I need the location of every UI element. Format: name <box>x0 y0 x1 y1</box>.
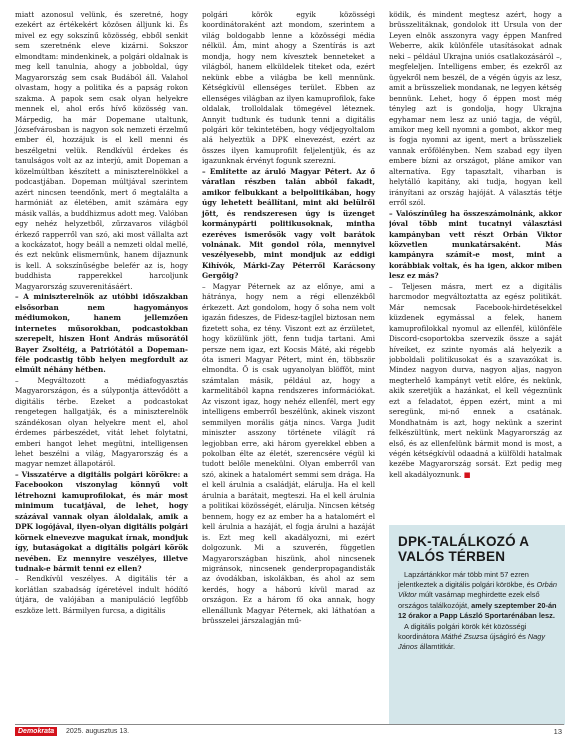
article-column-2 <box>202 10 375 627</box>
article-column-1 <box>15 10 188 616</box>
box-body <box>398 570 558 654</box>
interview-question: – A miniszterelnök az utóbbi időszakban elsősorban nem hagyományos médiumokon, hanem jellemzően internetes műsorokban, podcastokban szerepelt, hiszen Hont András műsorától Bayer Zsoltéig, a Patriótától a Dopeman-féle podcastig több helyen megfordult az elmúlt néhány hétben. <box>15 292 188 375</box>
page-number: 13 <box>553 727 562 736</box>
interview-answer: ködik, és mindent megtesz azért, hogy a brüsszelitáknak, gondolok itt Ursula von der Leyen elnök asszonyra vagy éppen Manfred Weberre, akik különféle utasításokat adnak neki – például Ukrajna uniós csatlakozásáról –, megfeleljen. Intelligens ember, és ezekről az ügyekről nem beszél, de a végén úgyis az lesz, amit a brüsszeliek mondanak, ne legyen kétség bennünk. Lehet, hogy ő éppen most még tényleg azt is gondolja, hogy Ukrajna egyhamar nem lesz az unió tagja, de végül, amikor meg kell nyomni a gombot, akkor meg is fogja nyomni az igent, mert a brüsszeliek vannak erőfölényben. Nem szabad egy ilyen embere bízni az országot, pláne amikor van alternatíva. Egy tapasztalt, viharban is helytálló kapitány, aki tudja, hogyan kell irányítani az ország hajóját. A választás tétje erről szól. <box>389 10 562 208</box>
interview-answer: – Rendkívül veszélyes. A digitális tér a korlátlan szabadság ígéretével indult hódító útjára, de valójában a manipuláció legfőbb eszköze lett. Bármilyen furcsa, a digitális <box>15 574 188 615</box>
interview-question: – Visszatérve a digitális polgári körökre: a Facebookon viszonylag könnyű volt létrehozni kamuprofilokat, és már most minimum tucatjával, de lehet, hogy százával vannak olyan áloldalak, amik a DPK logójával, ilyen-olyan digitális polgári körnek elnevezve magukat írnak, mondjuk így, butaságokat a digitális polgári körök nevében. Ez mennyire veszélyes, illetve tudnak-e bármit tenni ez ellen? <box>15 469 188 574</box>
interview-question: – Valószínűleg ha összeszámolnánk, akkor jóval több mint tucatnyi választási kampányban vett részt Orbán Viktor közvetlen munkatársaként. Más kampányra számít-e most, mint a korábbiak voltak, és ha igen, akkor miben lesz ez más? <box>389 208 562 281</box>
article-column-3 <box>389 10 562 520</box>
interview-answer: – Teljesen másra, mert ez a digitális harcmodor megváltoztatta az egész politikát. Már nemcsak Facebook-hirdetésekkel küzdenek egymással a felek, hanem kamuprofilokkal nyomul az ellenfél, különféle Discord-csoportokba szervezik össze a saját híveiket, ez szinte nyomás alá helyezik a jobboldali politikusokat és a szavazókat is. Mindez nagyon durva, nagyon aljas, nagyon megterhelő kampányt vetít előre, és nekünk, akik szeretjük a hazánkat, el kell végeznünk ezt a feladatot, éppen ezért, mint a mi seregünk, mi-nő ennek a csatának. Mondhatnám is azt, hogy nekünk a szerint felkészültünk, mert nekünk Magyarország az első, és az ellenfelünk bármit mond is most, a végén kétségkívül odaadná a külföldi hatalmak kezébe Magyarország sorsát. Ezt pedig meg kell akadályoznunk. ■ <box>389 281 562 479</box>
footer-divider <box>15 724 564 725</box>
interview-answer: – Magyar Péternek az az előnye, ami a hátránya, hogy nem a régi ellenzékből érkezett. Azt gondolom, hogy ő soha nem volt igazán fideszes, de Fidesz-tagjlel biztosan nem fizetett soha, ez tény. Viszont ezt az érzületet, hogy közülünk jött, fenn tudja tartani. Ami persze nem igaz, ezt Kocsis Máté, aki régebb óta ismeri Magyar Pétert, mint én, többször elmondta. Ő is csak ugyanolyan blöfföt, mint számtalan másik, például az, hogy a karmelitából kapna rendszeres információkat. Az viszont igaz, hogy nehéz ellenfél, mert egy intelligens emberről beszélünk, akinek viszont semmilyen morális gátja nincs. Varga Judit miniszter asszony története világít rá legjobban erre, aki három gyerekkel ebben a pokolban élte az életét, szerencsére végül ki tudott belőle menekülni. Olyan emberről van szó, akinek a hatalomért semmi sem drága. Ha el kell árulnia a családját, elárulja. Ha el kell árulnia a barátait, megteszi. Ha el kell árulnia a politikai közösségét, elárulja. Nincsen kétség bennem, hogy ez az ember ha a hatalomért el kell árulnia a hazáját, el fogja árulni a hazáját is. Ezt meg kell akadályozni, mi ezért dolgozunk. Mi a szuverén, független Magyarországban hiszünk, ahol nincsenek migránsok, nincsenek genderpropagandisták az óvodákban, iskolákban, és ahol az sem kerdés, hogy a háború kívül marad az országon. Ez a három fő oka annak, hogy ellenállunk Magyar Péternek, aki láthatóan a brüsszelei járszalagján mű- <box>202 281 375 626</box>
article-end-mark: ■ <box>461 469 471 479</box>
box-title: DPK-TALÁLKOZÓ A VALÓS TÉRBEN <box>398 534 529 564</box>
magazine-logo: Demokrata <box>15 727 57 736</box>
interview-answer: polgári körök egyik közösségi koordinátoraként azt mondom, szerintem a világ boldogabb lenne a közösségi média nélkül. Ám, mint ahogy a Szentírás is azt mondja, hogy nem kívesztek benneteket a világból, hanem elküldelek titeket oda, ezért nekünk ebbe a világba be kell mennünk. Kétségkívül ellenséges terület. Ebben az ellenséges világban az ilyen kamuprofilok, fake oldalak, trolloldalak tömegével léteznek. Annyit tudtunk és tudunk tenni a digitális polgári kör tekintetében, hogy védjegyoltalom alá helyeztük a DPK elnevezést, ezért az összes ilyen kamuprofilt feljelentjük, és az igazunknak érvényt fogunk szerezni. <box>202 10 375 166</box>
interview-answer: – Megváltozott a médiafogyasztás Magyarországon, és a súlypontja áttevődött a digitális térbe. Ezeket a podcastokat rengetegen hallgatják, és a miniszterelnök szándékosan olyan helyekre ment el, ahol érdemes párbeszédet, vitát lehet folytatni, emberi hangot lehet megütni, intelligensen lehet beszélni a világ, Magyarország és a magyar nemzet állapotáról. <box>15 375 188 469</box>
box-paragraph: Lapzártánkkor már több mint 57 ezren jelentkeztek a digitális polgári körökbe, és Orbán Viktor múlt vasárnap meghirdette ezek első országos találkozóját, amely szeptember 20-án 12 órakor a Papp László Sportarénában lesz. <box>398 570 557 620</box>
issue-date: 2025. augusztus 13. <box>66 728 130 735</box>
interview-question: – Említette az áruló Magyar Pétert. Az ő váratlan részben talán abból fakadt, amikor felbukkant a belpolitikában, hogy úgy lehetett beállítani, mint aki belülről jött, és rendszeresen úgy is üzenget kormánypárti politikusoknak, mintha ezeréves ismerősök vagy volt barátok volnának. Mit gondol róla, mennyivel veszélyesebb, mint mondjuk az eddigi Kihívók, Márki-Zay Péterről Karácsony Gergőig? <box>202 166 375 281</box>
interview-answer: miatt azonosul velünk, és szeretné, hogy ezekért az értékekért közösen álljunk ki. És mivel ez egy sokszínű közösség, ebből senkit sem szeretnénk eleve kizárni. Sokszor elmondtam: mindenkinek, a polgári oldalnak is meg kell tanulnia, ahogy a jobboldal, úgy Magyarország sem csak Budából áll. Valahol olvastam, hogy a politika és a papság rokon szakma. A papok sem csak olyan helyekre mennek el, ahol erős hívő közösség van. Márpedig, ha már Dopemane utaltunk, Józsefvárosban is nagyon sok nemzeti érzelmű ember él, hozzájuk is el kell menni és beszélgetni velük. Rendkívül érdekes és tanulságos volt az az interjú, amit Dopeman a közelmúltban készített a miniszterelnökkel a podcastjában. Dopeman múltjával szerintem azért nincsen teendőnk, mert ő megtalálta a harmóniát az életében, amit számára egy másik vallás, a buddhizmus adott meg. Valóban egy nehéz helyzetből, zűrzavaros világból érkező rapperről van szó, aki most vállalta azt a kockázatot, hogy beáll a nemzeti oldal mellé, és ezt nekünk elismernünk, hanem díjaznunk is kell. A sokszínűségbe belefér az is, hogy buddhista rapperekkel harcoljunk Magyarország szuverenitásáért. <box>15 10 188 291</box>
box-paragraph: A digitális polgári körök két közösségi koordinátora Máthé Zsuzsa újságíró és Nagy János államtitkár. <box>398 622 546 652</box>
sidebar-info-box <box>389 525 565 725</box>
